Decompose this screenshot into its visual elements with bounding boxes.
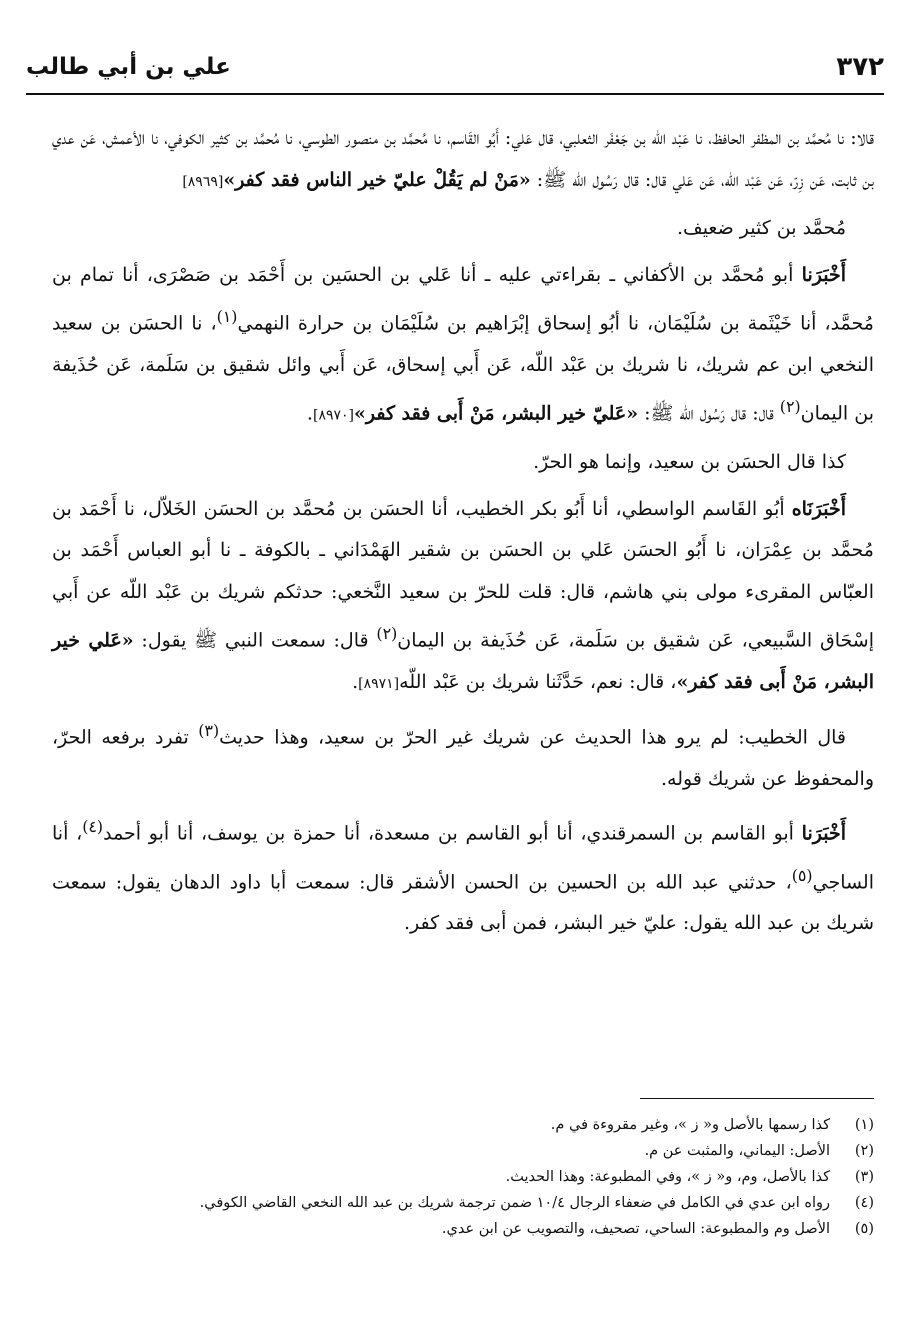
footnote-separator xyxy=(640,1098,874,1099)
footnote-marker: (١) xyxy=(216,307,238,326)
main-text xyxy=(52,118,874,950)
text-run: ، نا الحسَن بن سعيد النخعي ابن عم شريك، نا شريك بن عَبْد اللّه، عَن أَبي إسحاق، عَن أَبي وائل شقيق بن سَلَمة، عَن حُذَيفة بن اليمان xyxy=(52,312,874,425)
footnote-marker: (٣) xyxy=(198,721,220,741)
running-title: علي بن أبي طالب xyxy=(26,54,231,80)
footnote-item xyxy=(52,1216,874,1242)
footnote-item xyxy=(52,1112,874,1138)
footnote-text: كذا بالأصل، وم، و« ز »، وفي المطبوعة: وهذا الحديث. xyxy=(505,1169,830,1185)
footnote-text: الأصل وم والمطبوعة: الساحي، تصحيف، والتصويب عن ابن عدي. xyxy=(441,1221,830,1237)
paragraph-3 xyxy=(52,255,874,438)
text-run: ، قال: نعم، حَدَّثَنا شريك بن عَبْد اللّه xyxy=(399,670,677,693)
text-run: قال: سمعت النبي ﷺ يقول: xyxy=(133,629,377,652)
footnote-marker: (٤) xyxy=(82,816,104,836)
text-run: . xyxy=(352,670,359,693)
footnote-item xyxy=(52,1138,874,1164)
footnote-marker: (٢) xyxy=(376,624,398,644)
page-number: ٣٧٢ xyxy=(836,52,884,82)
footnote-item xyxy=(52,1164,874,1190)
hadith-quote: «مَنْ لم يَقُلْ عليّ خير الناس فقد كفر» xyxy=(223,168,531,191)
footnote-number: (٢) xyxy=(854,1143,874,1159)
text-run: أبو مُحمَّد بن الأكفاني ـ بقراءتي عليه ـ أنا عَلي بن الحسَين بن أَحْمَد بن صَصْرَى، أنا تمام بن مُحمَّد، أنا خَيْثَمة بن سُلَيْمَان، نا أبُو إسحاق إبْرَاهيم بن سُلَيْمَان بن حرارة النهمي xyxy=(52,263,874,335)
footnote-number: (١) xyxy=(854,1117,874,1133)
text-run: ، أنا الساجي xyxy=(52,822,874,893)
text-run: كذا قال الحسَن بن سعيد، وإنما هو الحرّ. xyxy=(533,451,846,474)
footnote-text: رواه ابن عدي في الكامل في ضعفاء الرجال ١٠/٤ ضمن ترجمة شريك بن عبد الله النخعي القاضي الكوفي. xyxy=(199,1195,830,1211)
footnote-text: كذا رسمها بالأصل و« ز »، وغير مقروءة في م. xyxy=(550,1117,830,1133)
paragraph-6 xyxy=(52,710,874,800)
text-run: ، حدثني عبد الله بن الحسين بن الحسن الأشقر قال: سمعت أبا داود الدهان يقول: سمعت شريك بن عبد الله يقول: عليّ خير البشر، فمن أبى فقد كفر. xyxy=(52,870,874,935)
page-header xyxy=(26,46,884,90)
hadith-reference: [٨٩٦٩] xyxy=(182,173,224,190)
text-run: أبو القاسم بن السمرقندي، أنا أبو القاسم بن مسعدة، أنا حمزة بن يوسف، أنا أبو أحمد xyxy=(103,822,802,845)
paragraph-2 xyxy=(52,208,874,250)
footnote-number: (٤) xyxy=(854,1195,874,1211)
text-run: قال: قال رَسُول الله ﷺ: xyxy=(638,402,780,425)
footnotes xyxy=(52,1112,874,1242)
header-rule xyxy=(26,93,884,95)
text-run: تفرد برفعه الحرّ، والمحفوظ عن شريك قوله. xyxy=(52,726,874,791)
text-run: . xyxy=(306,402,313,425)
text-run: قال الخطيب: لم يرو هذا الحديث عن شريك غير الحرّ بن سعيد، وهذا حديث xyxy=(219,726,846,749)
footnote-number: (٣) xyxy=(854,1169,874,1185)
text-run: قالا: نا مُحمَّد بن المظفر الحافظ، نا عَبْد اللّه بن جَعْفَر الثعلبي، قال عَلي: أَبُو القَاسم، نا مُحمَّد بن منصور الطوسي، نا مُحمَّد بن كثير الكوفي، نا الأعمش، عَن عدي بن ثابت، عَن زِرّ، عَن عَبْد اللّه، عَن عَلي قال: قال رَسُول الله ﷺ: xyxy=(52,127,874,191)
isnad-lead: أَخْبَرَنا xyxy=(801,822,846,845)
footnote-marker: (٢) xyxy=(779,397,801,417)
paragraph-1 xyxy=(52,118,874,203)
paragraph-5 xyxy=(52,489,874,706)
isnad-lead: أَخْبَرَنا xyxy=(801,263,846,286)
hadith-reference: [٨٩٧٠] xyxy=(312,407,354,424)
footnote-item xyxy=(52,1190,874,1216)
text-run: مُحمَّد بن كثير ضعيف. xyxy=(676,217,846,239)
paragraph-4 xyxy=(52,442,874,484)
footnote-number: (٥) xyxy=(854,1221,874,1237)
footnote-text: الأصل: اليماني، والمثبت عن م. xyxy=(644,1143,830,1159)
isnad-lead: أَخْبَرَنَاه xyxy=(791,497,846,520)
hadith-reference: [٨٩٧١] xyxy=(358,675,400,692)
hadith-quote: «عَلي خير البشر، مَنْ أَبى فقد كفر» xyxy=(52,629,874,693)
footnote-marker: (٥) xyxy=(791,865,813,885)
text-run: أبُو القَاسم الواسطي، أنا أَبُو بكر الخطيب، أنا الحسَن بن مُحمَّد بن الحسَن الخَلاّل، نا أَحْمَد بن مُحمَّد بن عِمْرَان، نا أَبُو الحسَن عَلي بن الحسَن بن شقير الهَمْدَاني ـ بالكوفة ـ نا أبو العباس أَحْمَد بن العبّاس المقرىء مولى بني هاشم، قال: قلت للحرّ بن سعيد النَّخعي: حدثكم شريك بن عَبْد اللّه عن أَبي إسْحَاق السَّبيعي، عَن شقيق بن سَلَمة، عَن حُذَيفة بن اليمان xyxy=(52,497,874,652)
paragraph-7 xyxy=(52,806,874,945)
hadith-quote: «عَليّ خير البشر، مَنْ أَبى فقد كفر» xyxy=(353,402,639,425)
